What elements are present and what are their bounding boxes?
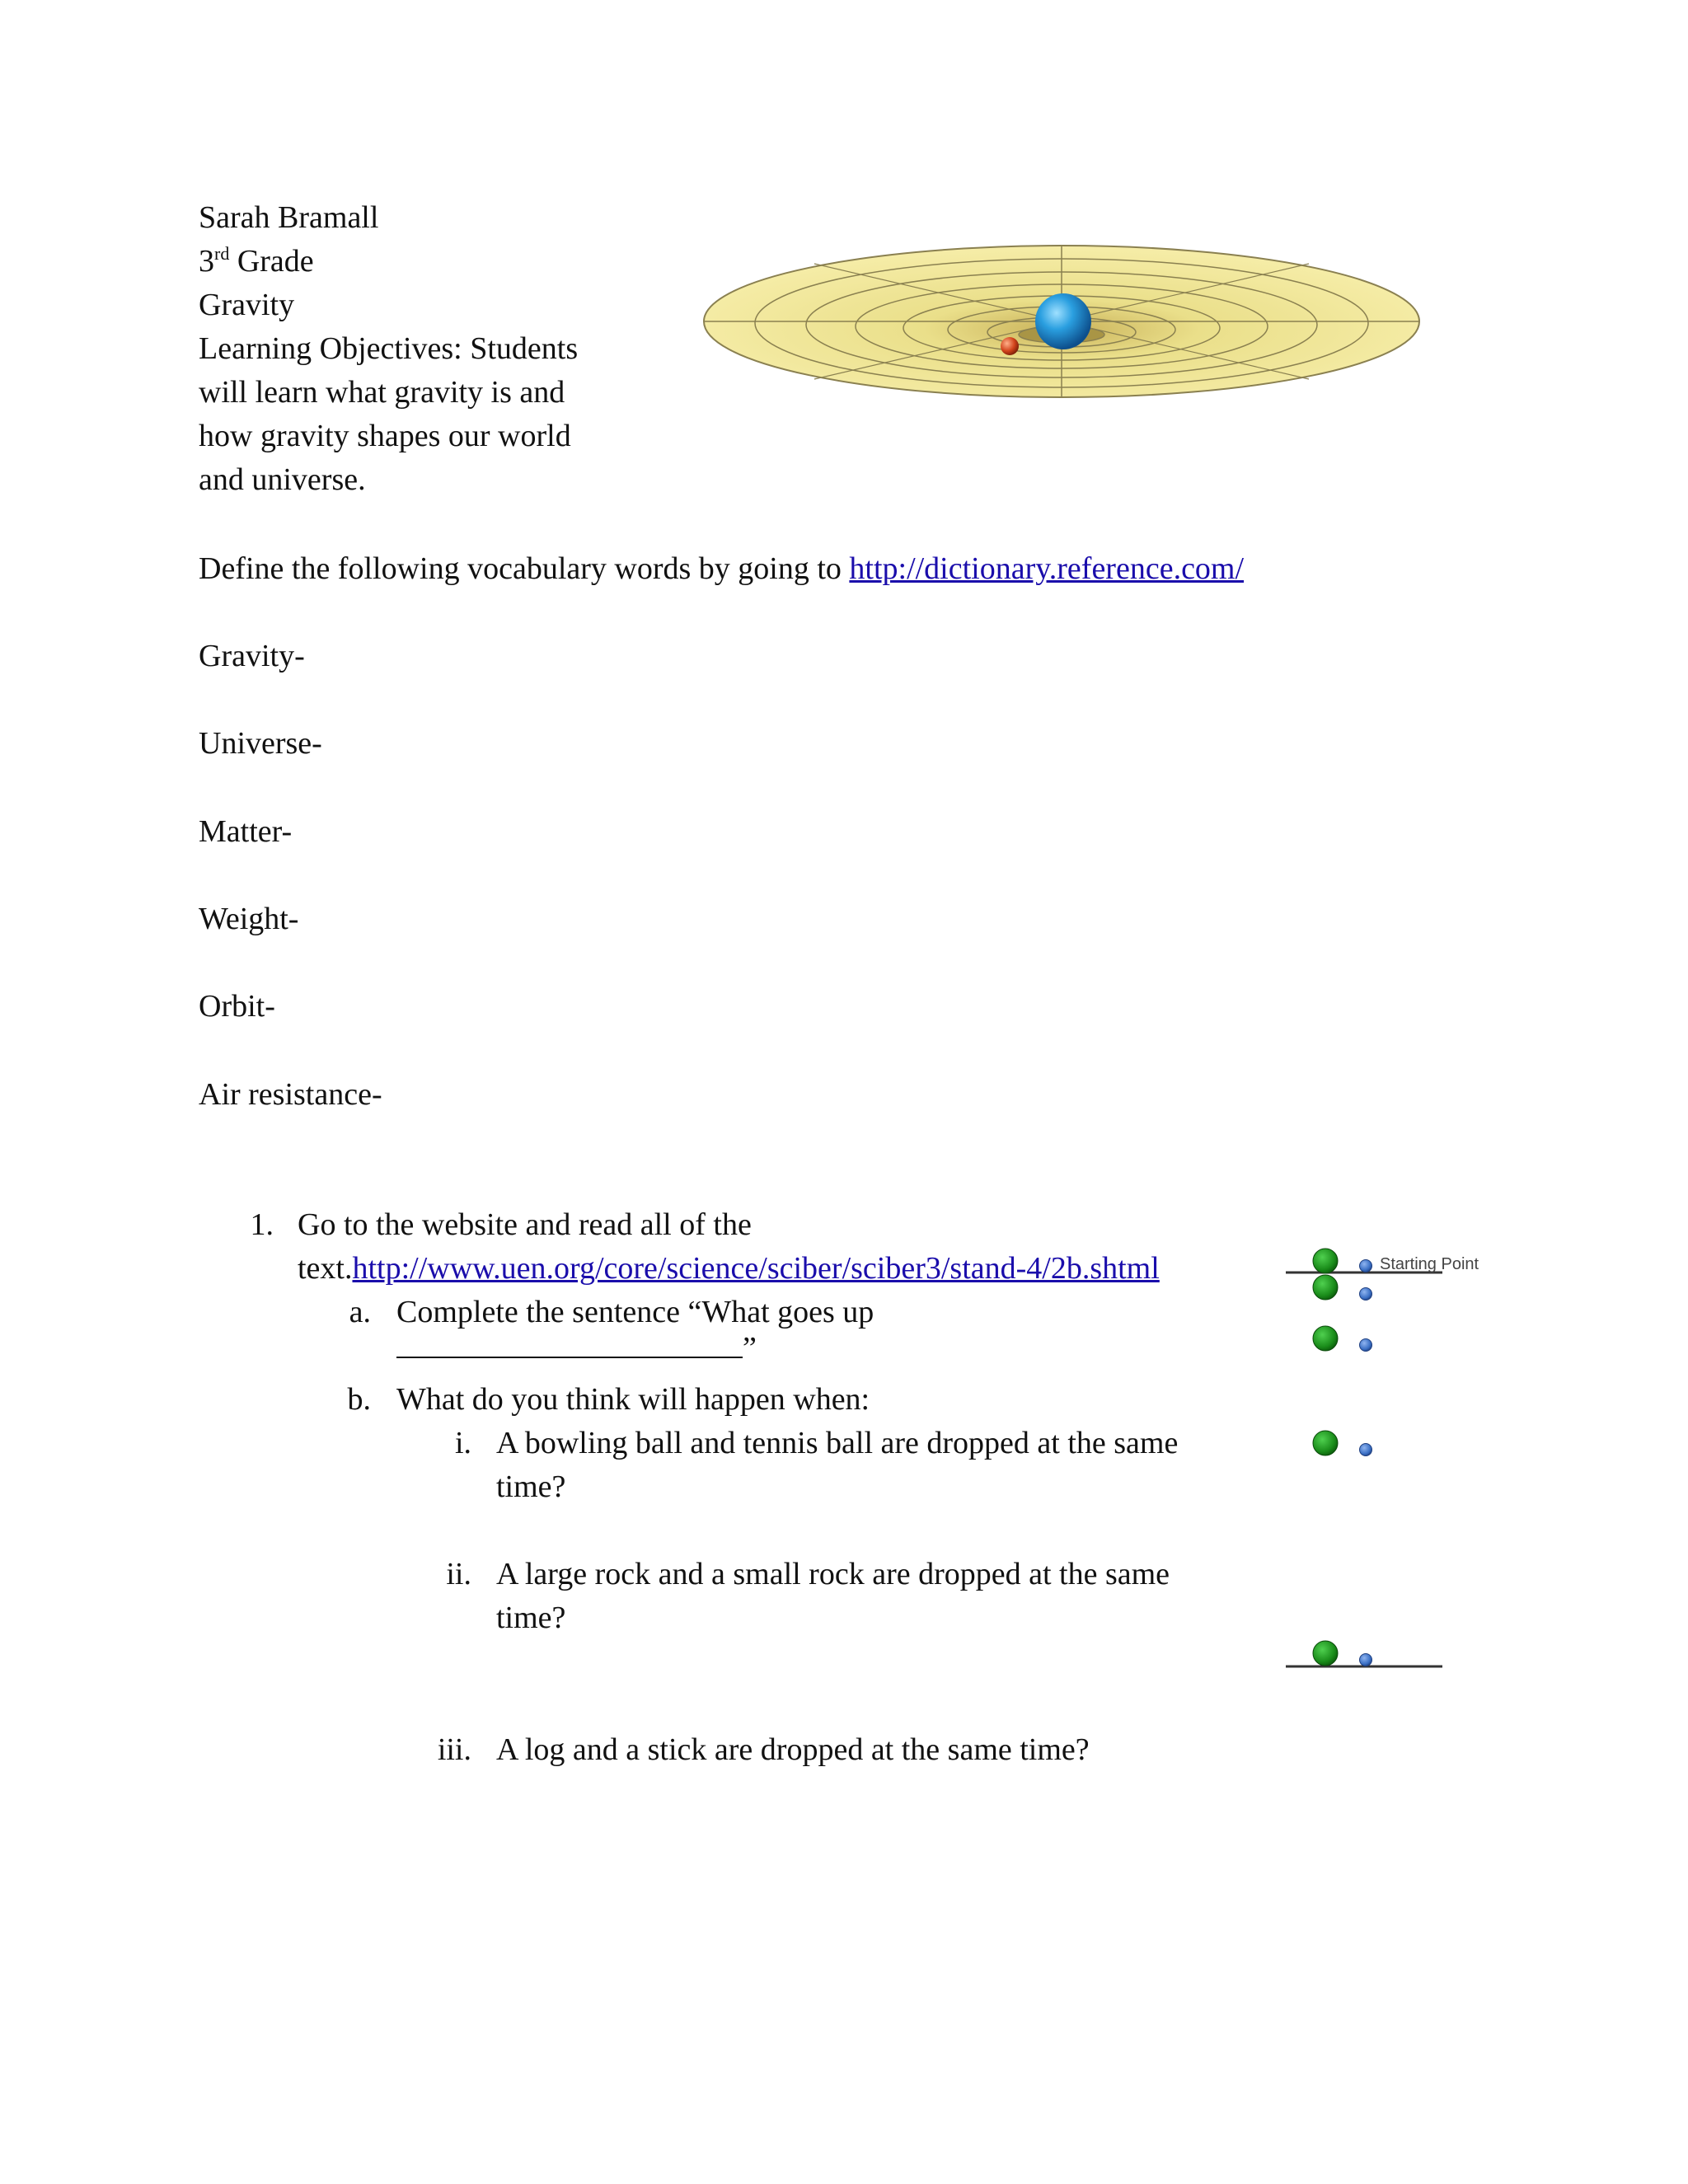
vocab-gravity: Gravity- (199, 639, 305, 673)
sub-ii-line2: time? (496, 1601, 566, 1635)
item-b-text: What do you think will happen when: (396, 1382, 870, 1417)
small-ball (1360, 1288, 1372, 1301)
vocab-universe: Universe- (199, 726, 322, 761)
vocab-orbit: Orbit- (199, 989, 275, 1024)
answer-blank[interactable] (396, 1327, 743, 1358)
planet-sphere (1035, 293, 1091, 349)
sub-ii-line1: A large rock and a small rock are dropped at the same (496, 1557, 1170, 1591)
sub-i-marker: i. (454, 1426, 471, 1460)
sub-iii-line1: A log and a stick are dropped at the same time? (496, 1732, 1090, 1767)
big-ball (1313, 1431, 1338, 1455)
author-name: Sarah Bramall (199, 200, 379, 235)
sub-ii-marker: ii. (446, 1557, 471, 1591)
sub-i-line2: time? (496, 1469, 566, 1504)
dictionary-link[interactable]: http://dictionary.reference.com/ (849, 551, 1245, 586)
question-1-marker: 1. (250, 1207, 274, 1242)
big-ball (1313, 1326, 1338, 1351)
gravity-well-illustration (699, 239, 1424, 404)
item-a-marker: a. (349, 1295, 371, 1329)
grade-word: Grade (237, 244, 314, 279)
moon-sphere (1001, 337, 1019, 355)
item-a-text: Complete the sentence “What goes up (396, 1295, 874, 1329)
item-b-marker: b. (347, 1382, 371, 1417)
sub-i-line1: A bowling ball and tennis ball are dropped at the same (496, 1426, 1179, 1460)
question-1-prefix: text. (298, 1251, 353, 1286)
objectives-line: will learn what gravity is and (199, 375, 565, 410)
big-ball (1313, 1275, 1338, 1300)
grade-suffix: rd (214, 243, 230, 264)
small-ball (1360, 1654, 1372, 1666)
small-ball (1360, 1339, 1372, 1352)
instruction-text: Define the following vocabulary words by going to (199, 551, 850, 586)
vocab-matter: Matter- (199, 814, 293, 849)
closing-quote: ” (743, 1331, 757, 1366)
header-block (199, 196, 660, 502)
instruction-line (199, 547, 1244, 591)
falling-balls-diagram (1278, 1236, 1508, 1681)
item-a-blank-line (396, 1327, 757, 1371)
question-1-line1: Go to the website and read all of the (298, 1207, 752, 1242)
objectives-line: how gravity shapes our world (199, 419, 571, 453)
sub-iii-marker: iii. (437, 1732, 471, 1767)
grade-level (199, 240, 660, 284)
vocab-air-resistance: Air resistance- (199, 1077, 382, 1112)
question-1-line2 (298, 1247, 1160, 1291)
big-ball (1313, 1249, 1338, 1273)
small-ball (1360, 1444, 1372, 1456)
vocab-weight: Weight- (199, 902, 299, 936)
objectives-line: Learning Objectives: Students (199, 331, 579, 366)
subject-title: Gravity (199, 288, 295, 322)
grade-number: 3 (199, 244, 214, 279)
big-ball (1313, 1641, 1338, 1666)
small-ball (1360, 1260, 1372, 1272)
uen-link[interactable]: http://www.uen.org/core/science/sciber/sciber3/stand-4/2b.shtml (352, 1251, 1160, 1286)
starting-point-label: Starting Point (1380, 1255, 1479, 1273)
objectives-line: and universe. (199, 462, 366, 497)
